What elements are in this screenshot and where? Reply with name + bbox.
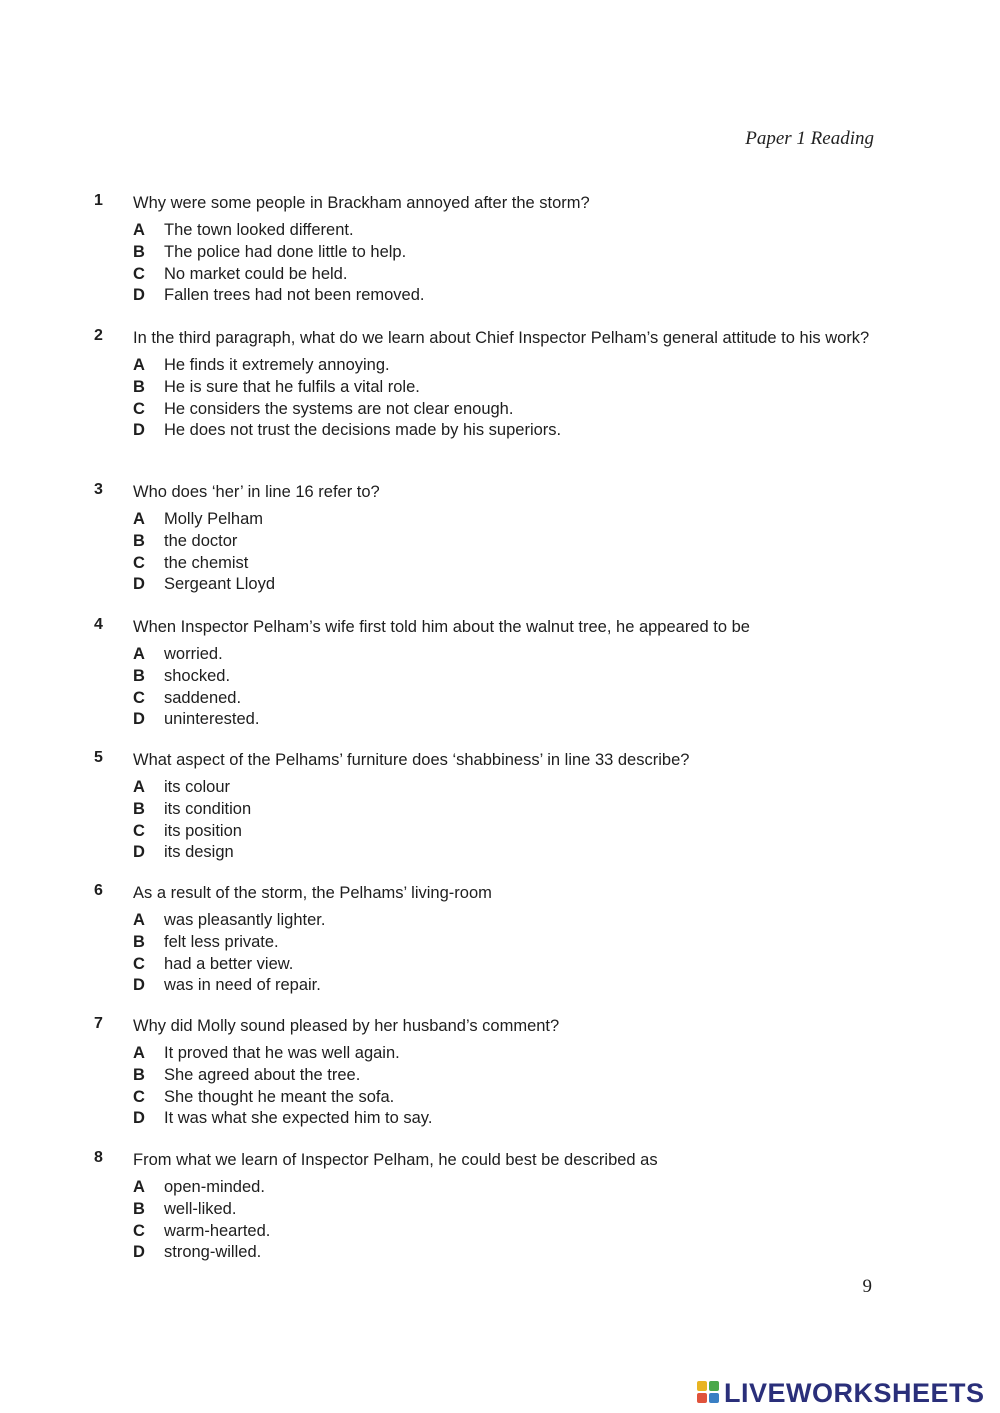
option-letter: D — [133, 976, 145, 995]
option-text: It proved that he was well again. — [164, 1044, 400, 1062]
option-d[interactable] — [133, 420, 874, 442]
option-text: It was what she expected him to say. — [164, 1109, 433, 1128]
option-list — [133, 910, 874, 997]
option-letter: C — [133, 399, 145, 418]
option-b[interactable] — [133, 531, 874, 553]
question-2 — [94, 327, 874, 442]
option-letter: C — [133, 553, 145, 572]
option-text: She thought he meant the sofa. — [164, 1087, 395, 1106]
option-c[interactable] — [133, 954, 874, 976]
option-c[interactable] — [133, 821, 874, 843]
option-d[interactable] — [133, 975, 874, 997]
option-text: the doctor — [164, 531, 238, 550]
option-letter: A — [133, 778, 145, 796]
option-letter: D — [133, 286, 145, 305]
question-number: 8 — [94, 1149, 103, 1166]
option-text: warm-hearted. — [164, 1221, 271, 1240]
question-8 — [94, 1149, 874, 1264]
option-letter: B — [133, 1065, 145, 1084]
question-text: Who does ‘her’ in line 16 refer to? — [133, 483, 380, 501]
option-letter: A — [133, 1178, 145, 1196]
option-d[interactable] — [133, 285, 874, 307]
question-text: As a result of the storm, the Pelhams’ living-room — [133, 884, 492, 902]
watermark-text: LIVEWORKSHEETS — [724, 1377, 985, 1408]
option-letter: D — [133, 1109, 145, 1128]
option-letter: C — [133, 954, 145, 973]
option-letter: B — [133, 932, 145, 951]
option-letter: B — [133, 799, 145, 818]
option-list — [133, 1043, 874, 1130]
option-text: He considers the systems are not clear enough. — [164, 399, 514, 418]
option-letter: D — [133, 710, 145, 729]
option-text: Fallen trees had not been removed. — [164, 286, 425, 305]
option-d[interactable] — [133, 842, 874, 864]
option-letter: B — [133, 1199, 145, 1218]
option-text: its design — [164, 843, 234, 862]
option-list — [133, 1177, 874, 1264]
option-letter: B — [133, 377, 145, 396]
option-text: Sergeant Lloyd — [164, 575, 275, 594]
option-letter: D — [133, 843, 145, 862]
question-4 — [94, 616, 874, 731]
option-b[interactable] — [133, 666, 874, 688]
option-text: felt less private. — [164, 932, 279, 951]
option-letter: B — [133, 666, 145, 685]
question-7 — [94, 1015, 874, 1130]
option-text: had a better view. — [164, 954, 294, 973]
page-header: Paper 1 Reading — [745, 128, 874, 149]
liveworksheets-logo-icon — [697, 1381, 721, 1405]
option-text: shocked. — [164, 666, 231, 685]
option-text: its position — [164, 821, 242, 840]
option-text: The police had done little to help. — [164, 242, 407, 261]
option-b[interactable] — [133, 242, 874, 264]
option-letter: A — [133, 510, 145, 528]
option-b[interactable] — [133, 932, 874, 954]
option-letter: C — [133, 821, 145, 840]
question-number: 3 — [94, 481, 103, 498]
option-text: He finds it extremely annoying. — [164, 356, 390, 374]
question-1 — [94, 192, 874, 307]
option-a[interactable] — [133, 910, 874, 932]
option-c[interactable] — [133, 1221, 874, 1243]
option-text: well-liked. — [164, 1199, 237, 1218]
option-text: worried. — [164, 645, 223, 663]
question-text: When Inspector Pelham’s wife first told him about the walnut tree, he appeared to be — [133, 618, 750, 636]
option-c[interactable] — [133, 688, 874, 710]
option-letter: C — [133, 1087, 145, 1106]
liveworksheets-watermark[interactable] — [697, 1378, 985, 1408]
option-d[interactable] — [133, 1108, 874, 1130]
question-number: 2 — [94, 327, 103, 344]
question-number: 6 — [94, 882, 103, 899]
option-letter: A — [133, 221, 145, 239]
option-letter: A — [133, 645, 145, 663]
option-b[interactable] — [133, 1199, 874, 1221]
question-number: 1 — [94, 192, 103, 209]
option-text: The town looked different. — [164, 221, 354, 239]
option-text: No market could be held. — [164, 264, 348, 283]
option-a[interactable] — [133, 777, 874, 799]
question-text: In the third paragraph, what do we learn about Chief Inspector Pelham’s general attitude to his work? — [133, 329, 870, 347]
option-a[interactable] — [133, 220, 874, 242]
option-c[interactable] — [133, 399, 874, 421]
option-a[interactable] — [133, 1043, 874, 1065]
option-text: was in need of repair. — [164, 976, 321, 995]
option-list — [133, 777, 874, 864]
option-d[interactable] — [133, 1242, 874, 1264]
option-letter: D — [133, 575, 145, 594]
option-text: the chemist — [164, 553, 249, 572]
option-list — [133, 644, 874, 731]
option-text: open-minded. — [164, 1178, 265, 1196]
option-letter: B — [133, 531, 145, 550]
option-list — [133, 220, 874, 307]
option-text: He is sure that he fulfils a vital role. — [164, 377, 420, 396]
option-b[interactable] — [133, 1065, 874, 1087]
question-5 — [94, 749, 874, 864]
option-a[interactable] — [133, 1177, 874, 1199]
option-text: Molly Pelham — [164, 510, 264, 528]
question-text: Why did Molly sound pleased by her husband’s comment? — [133, 1017, 560, 1035]
option-letter: A — [133, 356, 145, 374]
option-letter: D — [133, 421, 145, 440]
option-text: its condition — [164, 799, 252, 818]
option-a[interactable] — [133, 355, 874, 377]
option-a[interactable] — [133, 509, 874, 531]
question-number: 7 — [94, 1015, 103, 1032]
option-text: saddened. — [164, 688, 242, 707]
question-text: From what we learn of Inspector Pelham, he could best be described as — [133, 1151, 658, 1169]
option-text: its colour — [164, 778, 231, 796]
option-list — [133, 355, 874, 442]
question-number: 5 — [94, 749, 103, 766]
option-letter: C — [133, 1221, 145, 1240]
option-letter: A — [133, 1044, 145, 1062]
option-letter: C — [133, 688, 145, 707]
option-c[interactable] — [133, 553, 874, 575]
option-letter: C — [133, 264, 145, 283]
option-c[interactable] — [133, 1087, 874, 1109]
option-letter: A — [133, 911, 145, 929]
question-text: What aspect of the Pelhams’ furniture does ‘shabbiness’ in line 33 describe? — [133, 751, 690, 769]
option-letter: D — [133, 1243, 145, 1262]
question-6 — [94, 882, 874, 997]
option-list — [133, 509, 874, 596]
option-d[interactable] — [133, 709, 874, 731]
option-text: strong-willed. — [164, 1243, 262, 1262]
question-3 — [94, 481, 874, 596]
option-text: uninterested. — [164, 710, 260, 729]
option-d[interactable] — [133, 574, 874, 596]
option-text: was pleasantly lighter. — [164, 911, 326, 929]
option-text: He does not trust the decisions made by his superiors. — [164, 421, 562, 440]
page-number: 9 — [862, 1276, 872, 1297]
option-c[interactable] — [133, 264, 874, 286]
option-b[interactable] — [133, 799, 874, 821]
option-b[interactable] — [133, 377, 874, 399]
option-text: She agreed about the tree. — [164, 1065, 361, 1084]
option-letter: B — [133, 242, 145, 261]
option-a[interactable] — [133, 644, 874, 666]
question-number: 4 — [94, 616, 103, 633]
question-text: Why were some people in Brackham annoyed after the storm? — [133, 194, 590, 212]
